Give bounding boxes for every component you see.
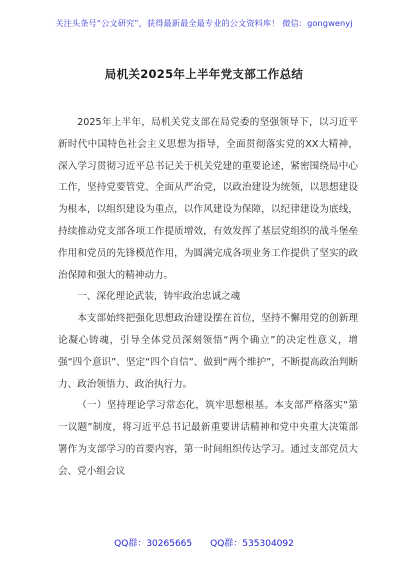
document-title: 局机关2025年上半年党支部工作总结 <box>104 67 304 81</box>
section-paragraph: 本支部始终把强化思想政治建设摆在首位，坚持不懈用党的创新理论凝心铸魂，引导全体党员深刻领悟“两个确立”的决定性意义，增强“四个意识”、坚定“四个自信”、做到“两个维护”，不断提高政治判断力、政治领悟力、政治执行力。 <box>58 313 358 390</box>
header-banner: 关注头条号“公文研究”，获得最新最全最专业的公文资料库！ 微信：gongwenyj <box>55 18 353 28</box>
intro-paragraph: 2025年上半年，局机关党支部在局党委的坚强领导下，以习近平新时代中国特色社会主义思想为指导，全面贯彻落实党的XX大精神，深入学习贯彻习近平总书记关于机关党建的重要论述，紧密围绕局中心工作，坚持党要管党、全面从严治党，以政治建设为统领，以思想建设为根本，以组织建设为重点，以作风建设为保障，以纪律建设为底线，持续推动党支部各项工作提质增效，有效发挥了基层党组织的战斗堡垒作用和党员的先锋模范作用，为圆满完成各项业务工作提供了坚实的政治保障和强大的精神动力。 <box>58 117 358 281</box>
qq-group-2: QQ群：535304092 <box>210 539 294 549</box>
qq-group-1: QQ群：30265665 <box>114 539 193 549</box>
document-body <box>58 112 358 483</box>
section-heading: 一、深化理论武装，铸牢政治忠诚之魂 <box>77 291 241 303</box>
footer-contact <box>0 536 408 549</box>
subsection-paragraph: （一）坚持理论学习常态化，筑牢思想根基。本支部严格落实“第一议题”制度，将习近平总书记最新重要讲话精神和党中央重大决策部署作为支部学习的首要内容，第一时间组织传达学习。通过支部党员大会、党小组会议 <box>58 400 358 477</box>
